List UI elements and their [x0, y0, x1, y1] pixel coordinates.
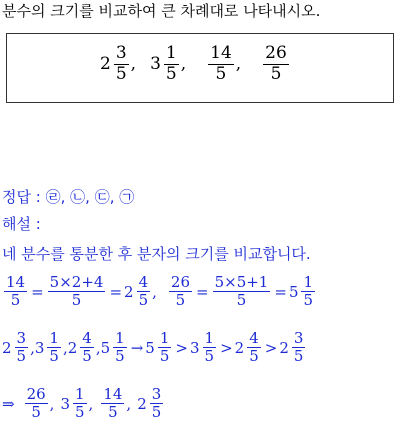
fraction [113, 330, 127, 366]
fraction [158, 330, 172, 366]
numerator: 3 [16, 329, 27, 347]
fraction [263, 44, 289, 84]
comma: , [235, 54, 242, 75]
fraction [4, 274, 27, 310]
numerator: 26 [26, 385, 46, 403]
numerator: 4 [82, 329, 92, 347]
fraction [114, 44, 129, 84]
numerator: 3 [115, 43, 127, 63]
denominator: 5 [236, 291, 247, 310]
mixed-whole: 5 [145, 338, 155, 357]
answer-choice: ㉠ [119, 188, 135, 206]
denominator: 5 [115, 63, 127, 84]
problem-fractions [100, 44, 291, 84]
fraction [73, 386, 87, 422]
mixed-whole: 3 [60, 394, 70, 413]
numerator: 1 [49, 329, 59, 347]
fraction [15, 330, 29, 366]
mixed-whole: 2 [234, 338, 245, 357]
denominator: 5 [10, 291, 21, 310]
fraction [292, 330, 306, 366]
answer-choice: ㉣ [45, 188, 61, 206]
explanation-method: 네 분수를 통분한 후 분자의 크기를 비교합니다. [2, 245, 311, 263]
fraction [208, 44, 234, 84]
denominator: 5 [165, 63, 177, 84]
denominator: 5 [82, 347, 92, 366]
denominator: 5 [49, 347, 59, 366]
comparison-line: 2 $\frac{3}{5}$ , 3 $\frac{1}{5}$ , 2 $\frac{4}{5}$ , 5 $\frac{1}{5}$ → 5 $\frac{1}{5}$ > 3 $\frac{1}{5}$ > 2 $\frac{4}{5}$ > 2 $\frac{3}{5}$ [2, 329, 304, 366]
question-text: 분수의 크기를 비교하여 큰 차례대로 나타내시오. [2, 2, 321, 20]
denominator: 5 [249, 347, 259, 366]
answer-choice: ㉡ [70, 188, 86, 206]
numerator: 1 [165, 43, 177, 63]
numerator: 1 [75, 385, 85, 403]
mixed-whole: 3 [34, 338, 45, 357]
numerator: 1 [115, 329, 125, 347]
numerator: 26 [170, 273, 190, 291]
answer-line: 정답 : ㉣ , ㉡ , ㉢ , ㉠ [2, 187, 135, 206]
mixed-whole: 2 [279, 338, 289, 357]
mixed-whole: 2 [124, 282, 134, 301]
denominator: 5 [108, 403, 118, 422]
mixed-whole: 2 [2, 338, 12, 357]
denominator: 5 [151, 403, 162, 422]
numerator: 26 [265, 43, 287, 63]
numerator: 3 [151, 385, 162, 403]
fraction [169, 274, 192, 310]
denominator: 5 [16, 347, 27, 366]
answer-choice: ㉢ [94, 188, 110, 206]
comma: , [180, 54, 187, 75]
mixed-whole: 2 [67, 338, 78, 357]
numerator: 1 [204, 329, 215, 347]
implies-arrow: ⇒ [2, 394, 15, 413]
denominator: 5 [215, 63, 227, 84]
fraction [301, 274, 315, 310]
mixed-whole: 5 [288, 282, 299, 301]
numerator: 14 [210, 43, 232, 63]
numerator: 14 [103, 385, 123, 403]
mixed-whole: 2 [137, 394, 147, 413]
denominator: 5 [204, 347, 215, 366]
denominator: 5 [175, 291, 186, 310]
conversion-line: $\frac{14}{5}$ = $\frac{5\times 2+4}{5}$ = 2 $\frac{4}{5}$ , $\frac{26}{5}$ = $\frac{5\times 5+1}{5}$ = 5 $\frac{1}{5}$ [6, 273, 314, 310]
numerator: 1 [303, 273, 314, 291]
comma: , [130, 54, 137, 75]
fraction [203, 330, 217, 366]
fraction [101, 386, 124, 422]
denominator: 5 [31, 403, 41, 422]
numerator: 4 [249, 329, 259, 347]
result-line: ⇒ $\frac{26}{5}$ , 3 $\frac{1}{5}$ , $\frac{14}{5}$ , 2 $\frac{3}{5}$ [2, 385, 162, 422]
denominator: 5 [75, 403, 85, 422]
denominator: 5 [293, 347, 304, 366]
fraction [25, 386, 48, 422]
mixed-whole: 2 [100, 54, 111, 75]
denominator: 5 [71, 291, 82, 310]
numerator: 5×2+4 [49, 273, 104, 291]
fraction [150, 386, 164, 422]
fraction [247, 330, 261, 366]
fraction [80, 330, 94, 366]
fraction [47, 330, 61, 366]
mixed-whole: 3 [150, 54, 161, 75]
numerator: 5×5+1 [214, 273, 269, 291]
fraction [213, 274, 271, 310]
answer-label: 정답 : [2, 188, 41, 206]
numerator: 4 [138, 273, 149, 291]
fraction [48, 274, 106, 310]
mixed-whole: 3 [189, 338, 200, 357]
mixed-whole: 5 [100, 338, 111, 357]
explanation-label: 해설 : [2, 215, 41, 233]
denominator: 5 [303, 291, 314, 310]
denominator: 5 [159, 347, 170, 366]
denominator: 5 [270, 63, 282, 84]
numerator: 3 [293, 329, 304, 347]
fraction [137, 274, 151, 310]
numerator: 1 [159, 329, 170, 347]
numerator: 14 [6, 273, 26, 291]
denominator: 5 [138, 291, 149, 310]
fraction [164, 44, 179, 84]
denominator: 5 [115, 347, 125, 366]
